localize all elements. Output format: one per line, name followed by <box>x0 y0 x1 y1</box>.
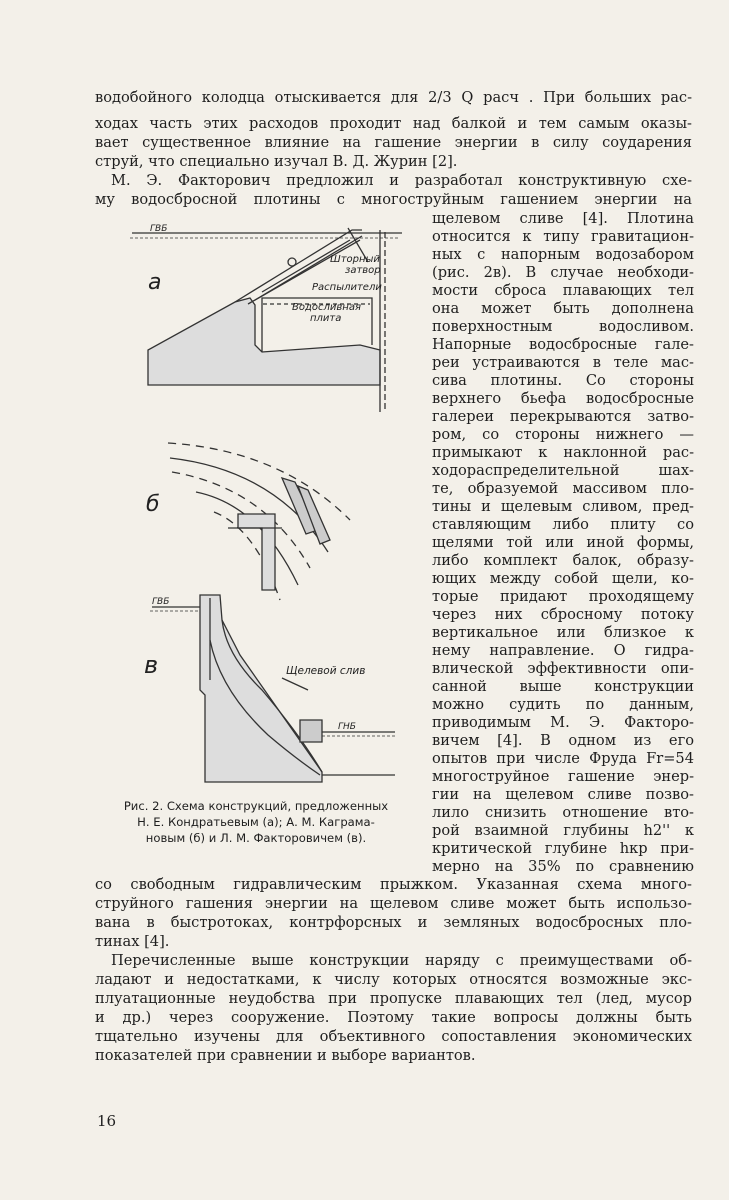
text-line-44: со свободным гидравлическим прыжком. Указанная схема много- <box>95 876 692 893</box>
text-line-21: ходораспределительной шах- <box>432 462 694 479</box>
panel-c-letter: в <box>144 651 159 679</box>
panel-a-letter: а <box>148 270 162 295</box>
text-line-34: можно судить по данным, <box>432 696 694 713</box>
text-line-23: тины и щелевым сливом, пред- <box>432 498 694 515</box>
figure-caption-line-3: новым (б) и Л. М. Факторовичем (в). <box>145 831 367 845</box>
text-line-26: либо комплект балок, образу- <box>432 552 694 569</box>
text-line-35: приводимым М. Э. Факторо- <box>432 714 694 731</box>
text-line-40: лило снизить отношение вто- <box>432 804 694 821</box>
text-line-50: плуатационные неудобства при пропуске плавающих тел (лед, мусор <box>95 990 692 1007</box>
text-line-53: показателей при сравнении и выборе вариантов. <box>95 1047 476 1064</box>
text-line-38: многоструйное гашение энер- <box>432 768 694 785</box>
panel-c-upstream-level-label: ГВБ <box>152 597 170 607</box>
panel-c-drawing <box>150 595 395 782</box>
text-line-45: струйного гашения энергии на щелевом сливе может быть использо- <box>95 895 692 912</box>
figure-caption-line-2: Н. Е. Кондратьевым (а); А. М. Каграма- <box>137 815 375 829</box>
text-line-8: относится к типу гравитацион- <box>432 228 694 245</box>
text-line-20: примыкают к наклонной рас- <box>432 444 694 461</box>
text-line-39: гии на щелевом сливе позво- <box>432 786 694 803</box>
panel-b-letter: б <box>146 492 160 517</box>
panel-c-label-1: Щелевой слив <box>286 665 366 677</box>
text-line-33: санной выше конструкции <box>432 678 694 695</box>
text-line-17: верхнего бьефа водосбросные <box>432 390 694 407</box>
text-line-52: тщательно изучены для объективного сопоставления экономических <box>95 1028 692 1045</box>
text-line-36: вичем [4]. В одном из его <box>432 732 694 749</box>
text-line-27: ющих между собой щели, ко- <box>432 570 694 587</box>
text-line-3: вает существенное влияние на гашение энергии в силу соударения <box>95 134 692 151</box>
text-line-10: (рис. 2в). В случае необходи- <box>432 264 694 281</box>
figure-caption-line-1: Рис. 2. Схема конструкций, предложенных <box>123 799 389 813</box>
text-line-2: ходах часть этих расходов проходит над балкой и тем самым оказы- <box>95 115 692 132</box>
panel-a-upstream-level-label: ГВБ <box>150 224 168 234</box>
text-line-30: вертикальное или близкое к <box>432 624 694 641</box>
text-line-42: критической глубине hкр при- <box>432 840 694 857</box>
text-line-7: щелевом сливе [4]. Плотина <box>432 210 694 227</box>
text-line-41: рой взаимной глубины h2'' к <box>432 822 694 839</box>
page-number: 16 <box>97 1112 117 1130</box>
text-line-11: мости сброса плавающих тел <box>432 282 694 299</box>
panel-a-label-4: Водосливная <box>292 302 361 313</box>
text-line-47: тинах [4]. <box>95 933 170 950</box>
panel-b-drawing <box>168 443 350 600</box>
text-line-1: водобойного колодца отыскивается для 2/3 Q расч . При больших рас- <box>95 89 692 106</box>
text-line-6: му водосбросной плотины с многоструйным гашением энергии на <box>95 191 692 208</box>
text-line-14: Напорные водосбросные гале- <box>432 336 694 353</box>
text-line-31: нему направление. О гидра- <box>432 642 694 659</box>
text-line-22: те, образуемой массивом пло- <box>432 480 694 497</box>
panel-a-label-3: Распылители <box>312 282 382 293</box>
text-line-51: и др.) через сооружение. Поэтому такие вопросы должны быть <box>95 1009 692 1026</box>
panel-a-label-1: Шторный <box>330 254 380 265</box>
text-line-49: ладают и недостатками, к числу которых относятся возможные экс- <box>95 971 692 988</box>
text-line-15: реи устраиваются в теле мас- <box>432 354 694 371</box>
text-line-12: она может быть дополнена <box>432 300 694 317</box>
text-line-24: ставляющим либо плиту со <box>432 516 694 533</box>
text-line-25: щелями той или иной формы, <box>432 534 694 551</box>
text-line-32: влической эффективности опи- <box>432 660 694 677</box>
panel-a-label-2: затвор <box>345 265 381 276</box>
panel-c-downstream-level-label: ГНБ <box>338 722 356 732</box>
text-line-13: поверхностным водосливом. <box>432 318 694 335</box>
text-line-46: вана в быстротоках, контрфорсных и земляных водосбросных пло- <box>95 914 692 931</box>
text-line-16: сива плотины. Со стороны <box>432 372 694 389</box>
panel-a-label-5: плита <box>310 313 342 324</box>
text-line-37: опытов при числе Фруда Fr=54 <box>432 750 694 767</box>
text-line-43: мерно на 35% по сравнению <box>432 858 694 875</box>
text-line-28: торые придают проходящему <box>432 588 694 605</box>
text-line-48: Перечисленные выше конструкции наряду с преимуществами об- <box>111 952 692 969</box>
text-line-18: галереи перекрываются затво- <box>432 408 694 425</box>
text-line-19: ром, со стороны нижнего — <box>432 426 694 443</box>
text-line-5: М. Э. Факторович предложил и разработал конструктивную схе- <box>111 172 692 189</box>
text-line-29: через них сбросному потоку <box>432 606 694 623</box>
text-line-4: струй, что специально изучал В. Д. Журин [2]. <box>95 153 458 170</box>
text-line-9: ных с напорным водозабором <box>432 246 694 263</box>
